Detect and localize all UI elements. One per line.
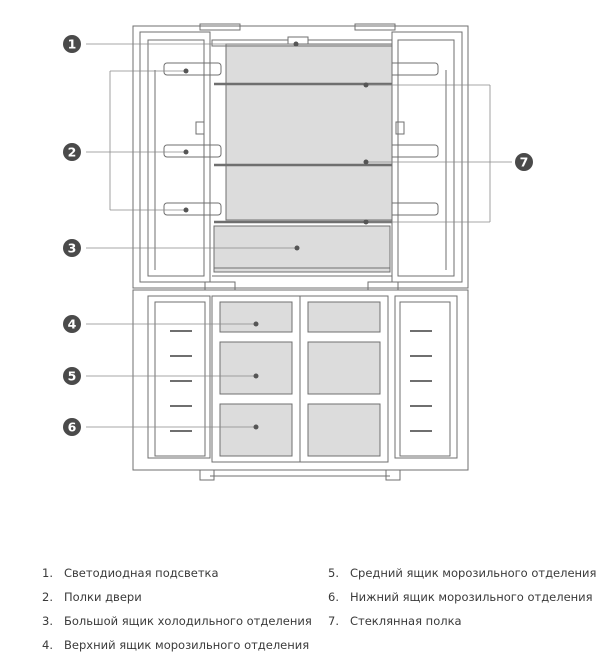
callout-badge-2 [63,143,81,161]
legend-number: 6. [328,590,339,604]
hinge-middle-right [368,282,398,290]
freezer-bottom-drawer-left [220,404,292,456]
callout-number: 7 [519,154,529,170]
callout-badge-3 [63,239,81,257]
callout-number: 1 [67,36,77,52]
crisper-drawer [214,226,390,272]
legend-text: Нижний ящик морозильного отделения [350,590,593,604]
callout-number: 5 [67,368,77,384]
hinge-top-left [200,24,240,30]
foot-right [386,470,400,480]
legend-text: Стеклянная полка [350,614,462,628]
legend-text: Средний ящик морозильного отделения [350,566,597,580]
freezer-mid-drawer-right [308,342,380,394]
legend-text: Полки двери [64,590,142,604]
legend-item-6 [328,590,593,604]
legend-text: Большой ящик холодильного отделения [64,614,312,628]
callout-number: 2 [67,144,77,160]
legend-item-4 [42,638,309,652]
freezer-top-drawer-right [308,302,380,332]
legend-number: 2. [42,590,53,604]
legend-item-2 [42,590,142,604]
left-door-shelf-2 [164,145,221,157]
freezer-bottom-drawer-right [308,404,380,456]
freezer-mid-drawer-left [220,342,292,394]
legend-item-1 [42,566,219,580]
callout-badge-5 [63,367,81,385]
legend-text: Верхний ящик морозильного отделения [64,638,310,652]
freezer-right-door [395,296,457,458]
legend-item-5 [328,566,596,580]
callout-number: 6 [67,419,77,435]
left-door-shelf-3 [164,203,221,215]
callout-badge-1 [63,35,81,53]
hinge-middle-left [205,282,235,290]
legend-number: 5. [328,566,339,580]
callout-badge-6 [63,418,81,436]
legend-number: 7. [328,614,339,628]
legend-item-7 [328,614,462,628]
legend-number: 1. [42,566,53,580]
left-door-shelf-1 [164,63,221,75]
callout-number: 4 [67,316,77,332]
legend-item-3 [42,614,312,628]
freezer-top-drawer-left [220,302,292,332]
callout-badge-4 [63,315,81,333]
foot-left [200,470,214,480]
legend-text: Светодиодная подсветка [64,566,219,580]
fridge-interior [226,44,392,220]
callout-badge-7 [515,153,533,171]
legend-number: 4. [42,638,53,652]
hinge-top-right [355,24,395,30]
callout-number: 3 [67,240,77,256]
freezer-left-door [148,296,210,458]
legend-number: 3. [42,614,53,628]
